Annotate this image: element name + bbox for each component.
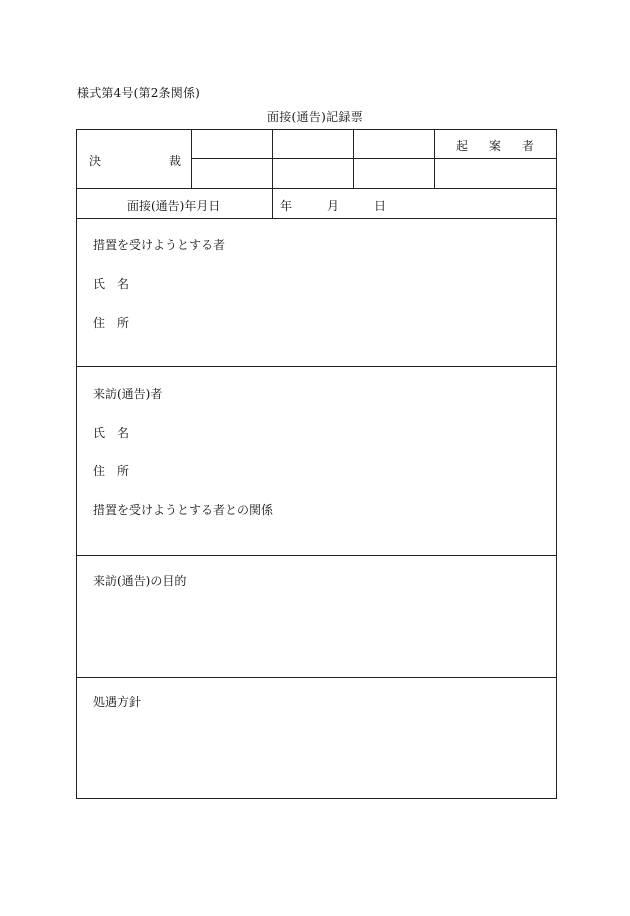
date-year-label: 年 [280, 199, 293, 213]
date-month-label: 月 [327, 199, 340, 213]
subject-address-label: 住 所 [93, 316, 130, 330]
subject-name-label: 氏 名 [93, 277, 130, 291]
drafter-label-char: 者 [521, 139, 534, 153]
drafter-label-char: 起 [456, 139, 469, 153]
purpose-section-heading: 来訪(通告)の目的 [93, 574, 187, 588]
policy-section[interactable] [77, 678, 556, 798]
approval-stamp-box[interactable] [273, 159, 353, 188]
approval-stamp-box[interactable] [192, 159, 272, 188]
policy-section-heading: 処遇方針 [93, 695, 142, 709]
table-border-bottom [76, 798, 557, 799]
interview-date-field[interactable] [273, 189, 556, 218]
drafter-label [456, 137, 534, 154]
form-title: 面接(通告)記録票 [266, 110, 364, 124]
approval-stamp-box[interactable] [273, 130, 353, 158]
approval-stamp-box[interactable] [192, 130, 272, 158]
form-number-label: 様式第4号(第2条関係) [77, 86, 201, 100]
approval-stamp-box[interactable] [354, 130, 434, 158]
visitor-relation-label: 措置を受けようとする者との関係 [93, 503, 274, 517]
visitor-name-label: 氏 名 [93, 426, 130, 440]
date-day-label: 日 [374, 199, 387, 213]
visitor-section-heading: 来訪(通告)者 [93, 387, 163, 401]
decision-label-char: 裁 [168, 154, 181, 168]
table-border-right [556, 129, 557, 799]
drafter-stamp-box[interactable] [435, 159, 556, 188]
drafter-label-char: 案 [488, 139, 501, 153]
subject-section-heading: 措置を受けようとする者 [93, 238, 226, 252]
visitor-address-label: 住 所 [93, 464, 130, 478]
decision-label-char: 決 [89, 154, 102, 168]
approval-stamp-box[interactable] [354, 159, 434, 188]
decision-label [89, 152, 181, 169]
interview-date-label: 面接(通告)年月日 [127, 199, 221, 213]
